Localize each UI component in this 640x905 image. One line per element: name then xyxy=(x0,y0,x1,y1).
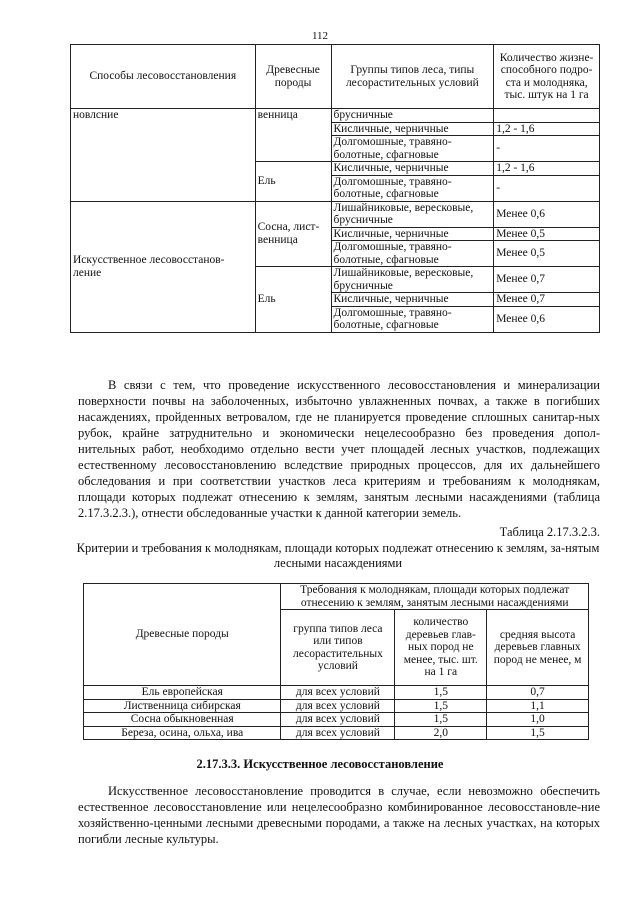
table-row xyxy=(71,109,600,123)
forest-regeneration-table xyxy=(70,44,600,333)
table-label: Таблица 2.17.3.2.3. xyxy=(499,525,600,539)
count-cell: 1,2 - 1,6 xyxy=(494,122,600,136)
group-cell: Кисличные, черничные xyxy=(331,293,494,307)
species-spruce-cell: Ель xyxy=(255,162,331,202)
group-cell: Кисличные, черничные xyxy=(331,227,494,241)
species-larch-cell: венница xyxy=(255,109,331,162)
count-cell: 1,5 xyxy=(395,686,487,700)
count-cell: Менее 0,7 xyxy=(494,267,600,293)
group-cell: брусничные xyxy=(331,109,494,123)
group-cell: Кисличные, черничные xyxy=(331,122,494,136)
header-tree-height: средняя высота деревьев главных пород не менее, м xyxy=(487,610,589,686)
group-cell: для всех условий xyxy=(281,686,395,700)
species-cell: Лиственница сибирская xyxy=(84,699,281,713)
count-cell: Менее 0,5 xyxy=(494,227,600,241)
height-cell: 1,1 xyxy=(487,699,589,713)
count-cell: - xyxy=(494,175,600,201)
table-row xyxy=(71,201,600,227)
group-cell: Лишайниковые, вересковые, брусничные xyxy=(331,201,494,227)
header-requirements: Требования к молоднякам, площади которых подлежат отнесению к землям, занятым лесными насаждениями xyxy=(281,584,589,610)
species-pine-larch-cell: Сосна, лист-венница xyxy=(255,201,331,267)
paragraph-text: В связи с тем, что проведение искусственного лесовосстановления и минерализации поверхности почвы на заболоченных, избыточно увлажненных почвах, а также в погибших насаждениях, пройденных ветровалом, где не планируется проведение сплошных санитар-ных рубок, крайне затруднительно и экономически нецелесообразно без проведения допол-нительных работ, необходимо отдельно вести учет площадей лесных участков, подлежащих естественному лесовосстановлению вследствие природных процессов, для их дальнейшего обследования и при соответствии участков леса критериям и требованиям к молоднякам, площади которых подлежат отнесению к землям, занятым лесными насаждениями (таблица 2.17.3.2.3.), отнести обследованные участки к данной категории земель. xyxy=(78,378,600,520)
paragraph-artificial-regeneration xyxy=(78,783,600,847)
count-cell: 1,2 - 1,6 xyxy=(494,162,600,176)
count-cell xyxy=(494,109,600,123)
species-cell: Ель европейская xyxy=(84,686,281,700)
group-cell: для всех условий xyxy=(281,713,395,727)
count-cell: Менее 0,6 xyxy=(494,306,600,332)
header-methods: Способы лесовосстановления xyxy=(71,45,256,109)
table-row xyxy=(84,713,589,727)
count-cell: - xyxy=(494,136,600,162)
group-cell: Долгомошные, травяно-болотные, сфагновые xyxy=(331,241,494,267)
header-groups: Группы типов леса, типы лесорастительных условий xyxy=(331,45,494,109)
count-cell: 1,5 xyxy=(395,713,487,727)
header-tree-count: количество деревьев глав-ных пород не менее, тыс. шт. на 1 га xyxy=(395,610,487,686)
header-species: Древесные породы xyxy=(84,584,281,686)
header-species: Древесные породы xyxy=(255,45,331,109)
group-cell: для всех условий xyxy=(281,699,395,713)
group-cell: для всех условий xyxy=(281,726,395,740)
table-row xyxy=(84,686,589,700)
count-cell: Менее 0,6 xyxy=(494,201,600,227)
count-cell: 2,0 xyxy=(395,726,487,740)
table-row xyxy=(84,726,589,740)
count-cell: Менее 0,5 xyxy=(494,241,600,267)
species-spruce2-cell: Ель xyxy=(255,267,331,333)
group-cell: Лишайниковые, вересковые, брусничные xyxy=(331,267,494,293)
group-cell: Долгомошные, травяно-болотные, сфагновые xyxy=(331,306,494,332)
group-cell: Долгомошные, травяно-болотные, сфагновые xyxy=(331,175,494,201)
young-stand-criteria-table xyxy=(83,583,589,740)
height-cell: 1,0 xyxy=(487,713,589,727)
section-title: 2.17.3.3. Искусственное лесовосстановление xyxy=(196,757,444,771)
header-count: Количество жизне-способного подро-ста и молодняка, тыс. штук на 1 га xyxy=(494,45,600,109)
count-cell: Менее 0,7 xyxy=(494,293,600,307)
paragraph-regeneration-accounting xyxy=(78,377,600,521)
count-cell: 1,5 xyxy=(395,699,487,713)
height-cell: 1,5 xyxy=(487,726,589,740)
table-title: Критерии и требования к молоднякам, площади которых подлежат отнесению к землям, за-нятым лесными насаждениями xyxy=(76,541,600,570)
header-forest-group: группа типов леса или типов лесорастительных условий xyxy=(281,610,395,686)
species-cell: Сосна обыкновенная xyxy=(84,713,281,727)
paragraph-text: Искусственное лесовосстановление проводится в случае, если невозможно обеспечить естественное лесовосстановление или нецелесообразно комбинированное лесовосстановле-ние хозяйственно-ценными лесными древесными породами, а также на лесных участках, на которых погибли лесные культуры. xyxy=(78,784,600,846)
method-natural-cell: новлсние xyxy=(71,109,256,202)
species-cell: Береза, осина, ольха, ива xyxy=(84,726,281,740)
group-cell: Долгомошные, травяно-болотные, сфагновые xyxy=(331,136,494,162)
method-artificial-cell: Искусственное лесовосстанов-ление xyxy=(71,201,256,332)
table-row xyxy=(84,699,589,713)
group-cell: Кисличные, черничные xyxy=(331,162,494,176)
height-cell: 0,7 xyxy=(487,686,589,700)
page-number: 112 xyxy=(311,30,329,42)
